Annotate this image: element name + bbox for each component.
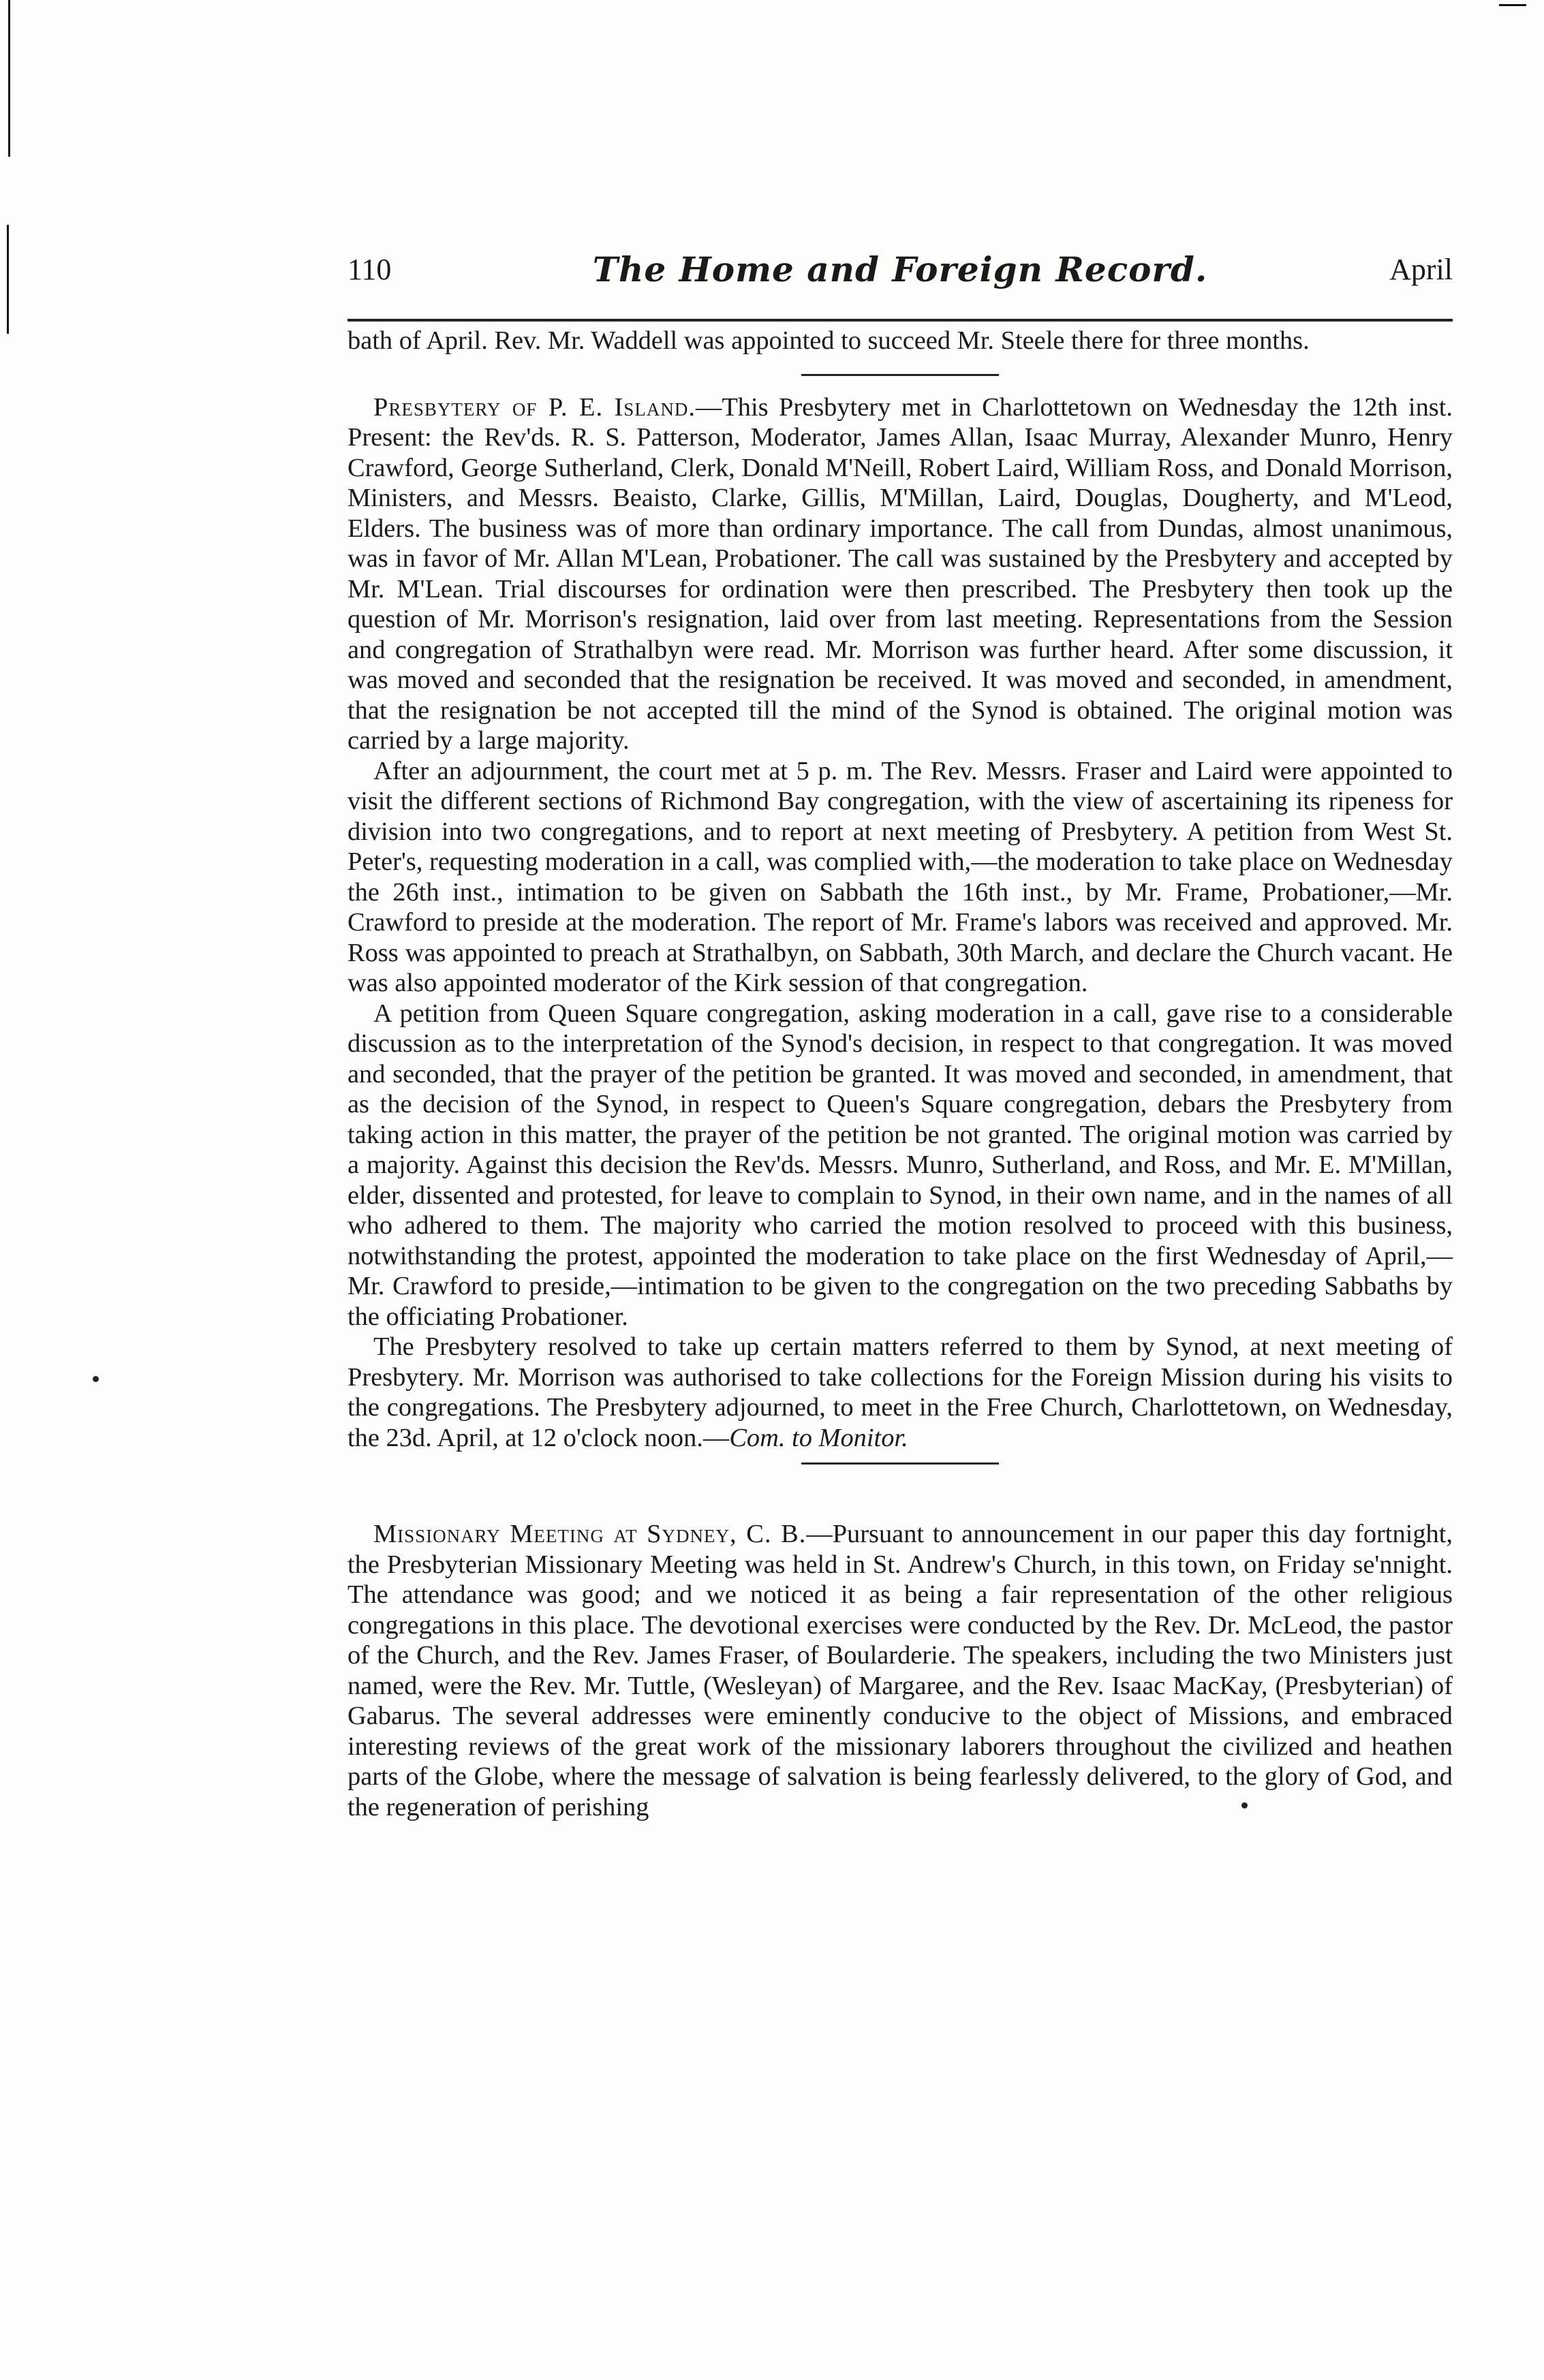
presbytery-paragraph-text: The Presbytery resolved to take up certain matters referred to them by Synod, at next meeting of Presbytery. Mr. Morrison was authorised to take collections for the Foreign Mission during his visits to the congregations. The Presbytery adjourned, to meet in the Free Church, Charlottetown, on Wednesday, the 23d. April, at 12 o'clock noon.— bbox=[348, 1332, 1453, 1452]
running-month: April bbox=[1389, 253, 1453, 286]
presbytery-paragraph bbox=[348, 1332, 1453, 1453]
scan-edge-mark bbox=[8, 0, 10, 157]
presbytery-paragraph: A petition from Queen Square congregation, asking moderation in a call, gave rise to a considerable discussion as to the interpretation of the Synod's decision, in respect to that congregation. It was moved and seconded, that the prayer of the petition be granted. It was moved and seconded, in amendment, that as the decision of the Synod, in respect to Queen's Square congregation, debars the Presbytery from taking action in this matter, the prayer of the petition be not granted. The original motion was carried by a majority. Against this decision the Rev'ds. Messrs. Munro, Sutherland, and Ross, and Mr. E. M'Millan, elder, dissented and protested, for leave to complain to Synod, in their own name, and in the names of all who adhered to them. The majority who carried the motion resolved to proceed with this business, notwithstanding the protest, appointed the moderation to take place on the first Wednesday of April,—Mr. Crawford to preside,—intimation to be given to the congregation on the two preceding Sabbaths by the officiating Probationer. bbox=[348, 999, 1453, 1331]
source-credit: Com. to Monitor. bbox=[729, 1423, 908, 1452]
presbytery-paragraph-text: —This Presbytery met in Charlottetown on Wednesday the 12th inst. Present: the Rev'ds. R. S. Patterson, Moderator, James Allan, Isaac Murray, Alexander Munro, Henry Crawford, George Sutherland, Clerk, Donald M'Neill, Robert Laird, William Ross, and Donald Morrison, Ministers, and Messrs. Beaisto, Clarke, Gillis, M'Millan, Laird, Douglas, Dougherty, and M'Leod, Elders. The business was of more than ordinary importance. The call from Dundas, almost unanimous, was in favor of Mr. Allan M'Lean, Probationer. The call was sustained by the Presbytery and accepted by Mr. M'Lean. Trial discourses for ordination were then prescribed. The Presbytery then took up the question of Mr. Morrison's resignation, laid over from last meeting. Representations from the Session and congregation of Strathalbyn were read. Mr. Morrison was further heard. After some discussion, it was moved and seconded that the resignation be received. It was moved and seconded, in amendment, that the resignation be not accepted till the mind of the Synod is obtained. The original motion was carried by a large majority. bbox=[348, 392, 1453, 755]
header-rule bbox=[348, 319, 1453, 322]
page-number: 110 bbox=[348, 253, 392, 286]
article-body bbox=[348, 326, 1453, 1822]
intro-paragraph: bath of April. Rev. Mr. Waddell was appointed to succeed Mr. Steele there for three months. bbox=[348, 326, 1310, 355]
missionary-paragraph bbox=[348, 1519, 1453, 1822]
margin-dot bbox=[93, 1376, 99, 1382]
section-divider bbox=[801, 1462, 999, 1465]
presbytery-paragraph bbox=[348, 392, 1453, 756]
section-divider bbox=[801, 374, 999, 376]
margin-dot bbox=[1241, 1802, 1248, 1809]
missionary-paragraph-text: —Pursuant to announcement in our paper this day fortnight, the Presbyterian Missionary Meeting was held in St. Andrew's Church, in this town, on Friday se'nnight. The attendance was good; and we noticed it as being a fair representation of the other religious congregations in this place. The devotional exercises were conducted by the Rev. Dr. McLeod, the pastor of the Church, and the Rev. James Fraser, of Boularderie. The speakers, including the two Ministers just named, were the Rev. Mr. Tuttle, (Wesleyan) of Margaree, and the Rev. Isaac MacKay, (Presbyterian) of Gabarus. The several addresses were eminently conducive to the object of Missions, and embraced interesting reviews of the great work of the missionary laborers throughout the civilized and heathen parts of the Globe, where the message of salvation is being fearlessly delivered, to the glory of God, and the regeneration of perishing bbox=[348, 1520, 1453, 1821]
missionary-heading: Missionary Meeting at Sydney, C. B. bbox=[373, 1520, 807, 1548]
scan-edge-mark bbox=[7, 225, 9, 334]
presbytery-paragraph: After an adjournment, the court met at 5 p. m. The Rev. Messrs. Fraser and Laird were appointed to visit the different sections of Richmond Bay congregation, with the view of ascertaining its ripeness for division into two congregations, and to report at next meeting of Presbytery. A petition from West St. Peter's, requesting moderation in a call, was complied with,—the moderation to take place on Wednesday the 26th inst., intimation to be given on Sabbath the 16th inst., by Mr. Frame, Probationer,—Mr. Crawford to preside at the moderation. The report of Mr. Frame's labors was received and approved. Mr. Ross was appointed to preach at Strathalbyn, on Sabbath, 30th March, and declare the Church vacant. He was also appointed moderator of the Kirk session of that congregation. bbox=[348, 756, 1453, 997]
presbytery-heading: Presbytery of P. E. Island. bbox=[373, 392, 696, 422]
running-header bbox=[348, 249, 1453, 300]
scan-corner-mark bbox=[1499, 4, 1526, 6]
running-title: The Home and Foreign Record. bbox=[592, 249, 1208, 289]
